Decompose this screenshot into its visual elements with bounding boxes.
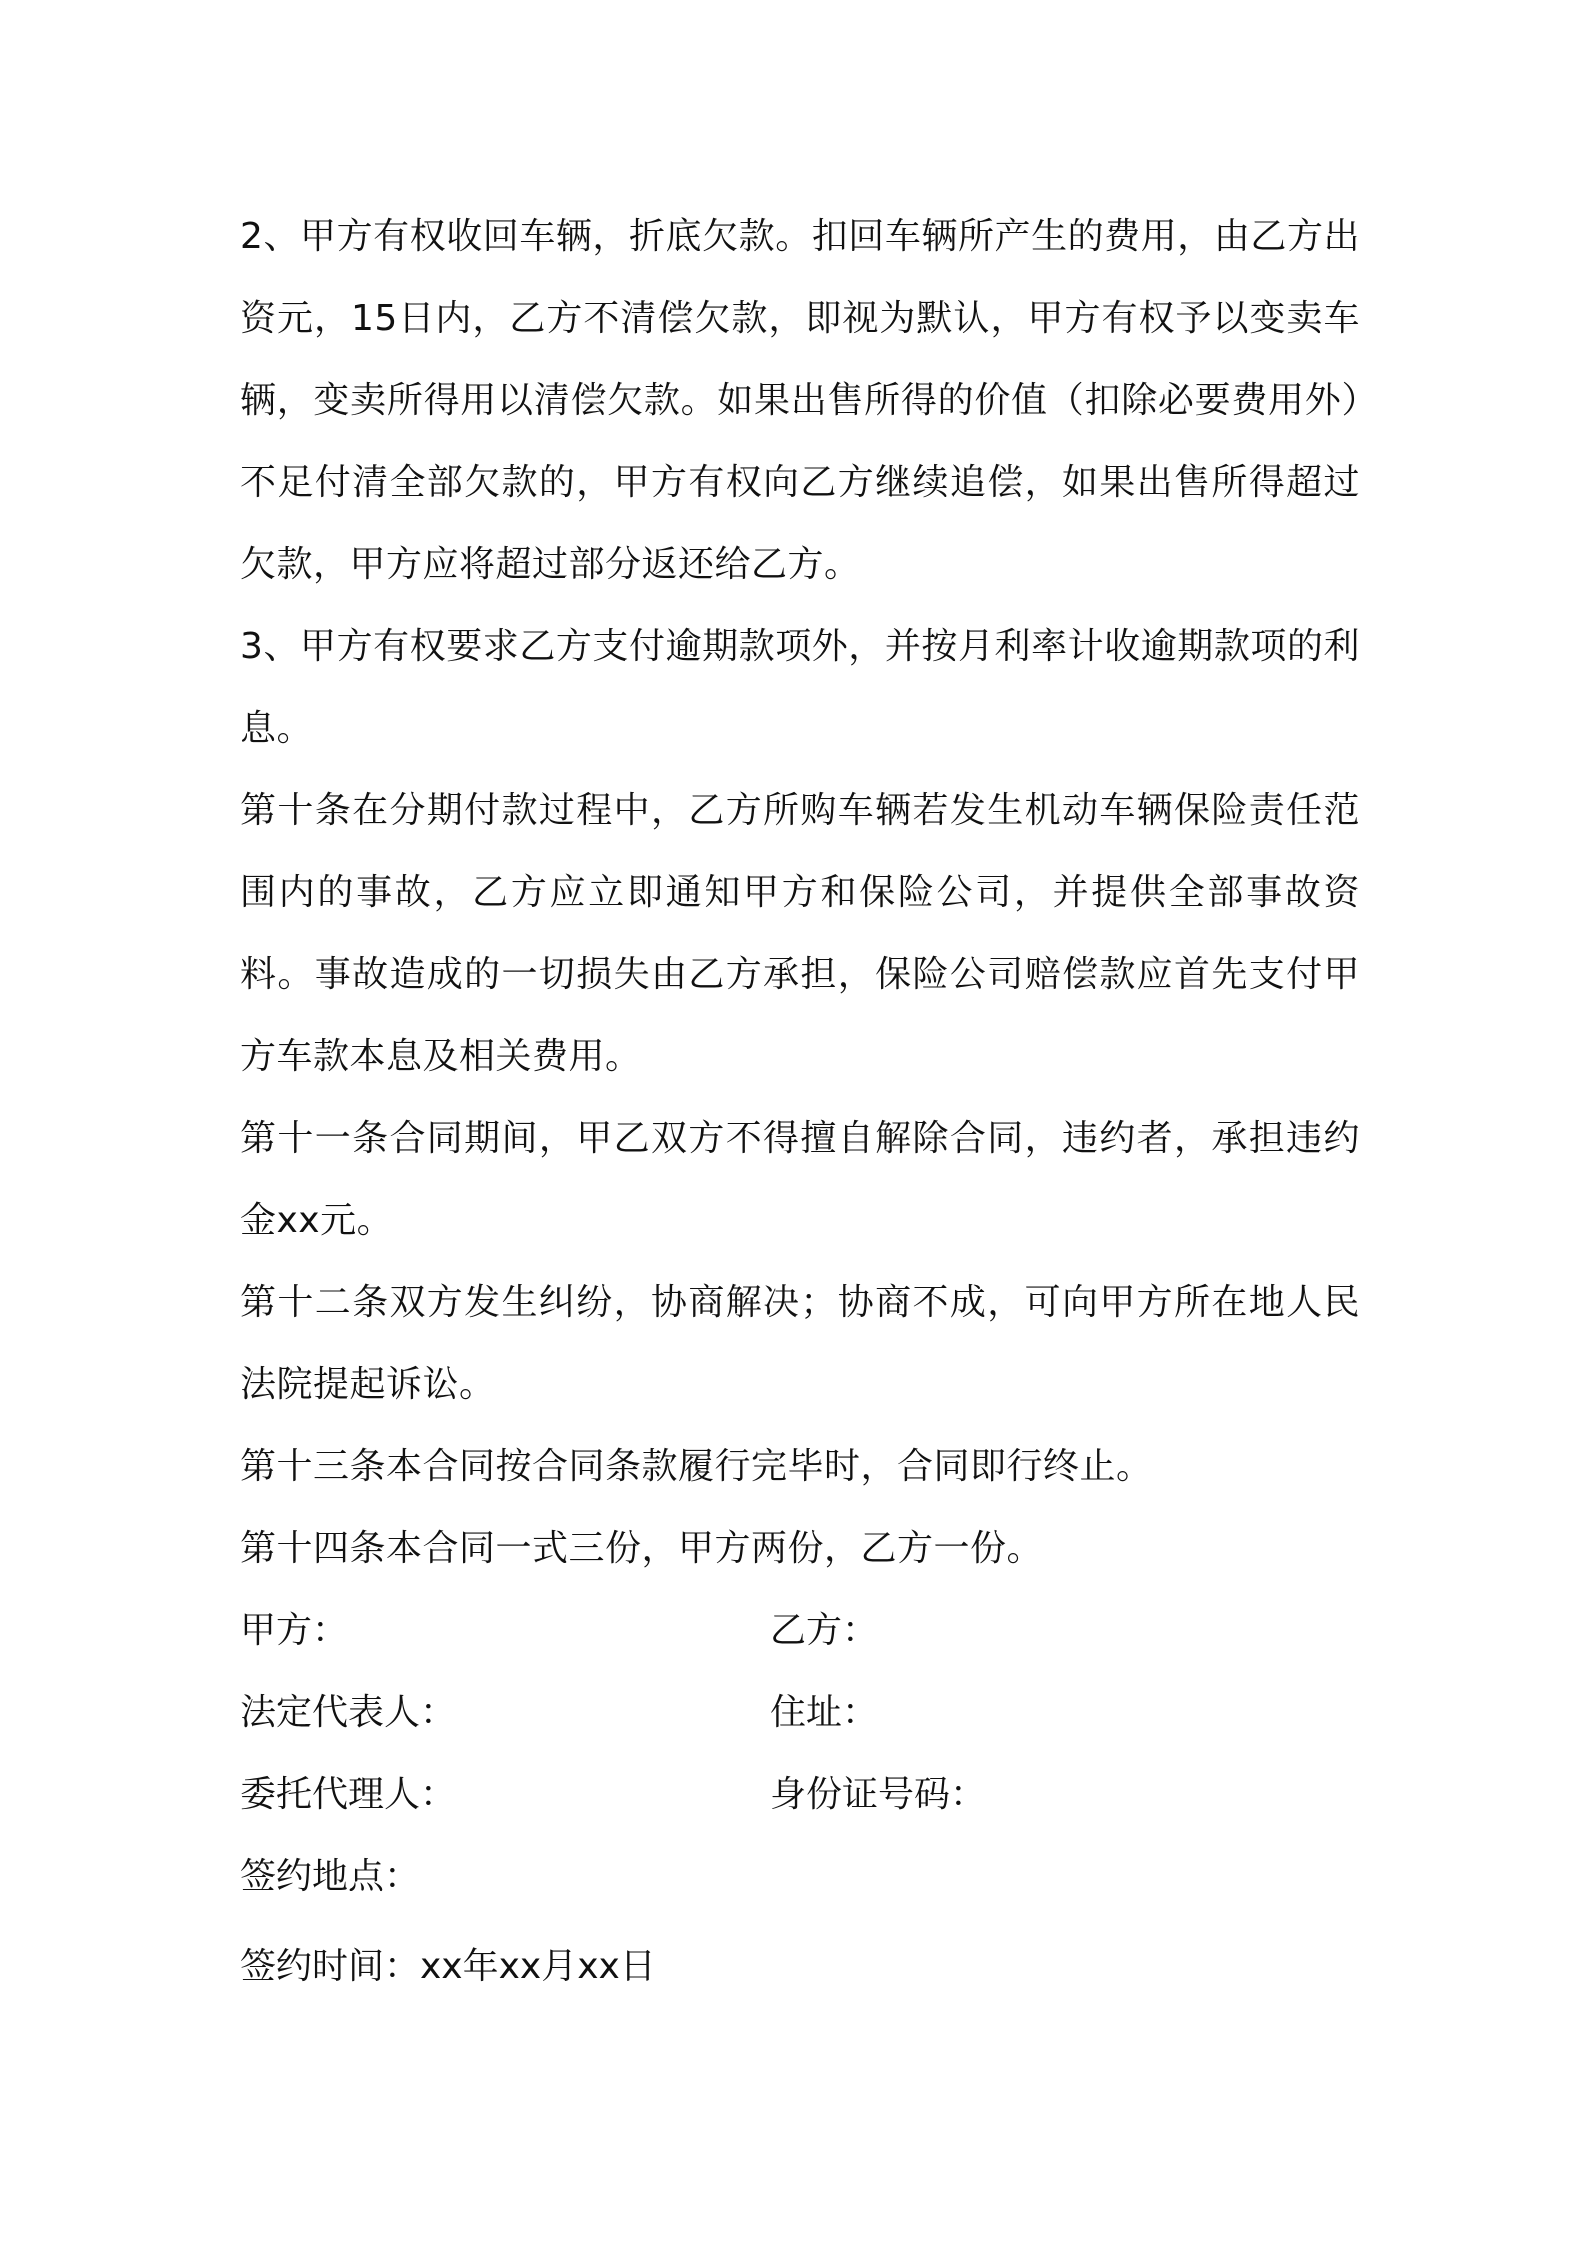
clause-11: 第十一条合同期间，甲乙双方不得擅自解除合同，违约者，承担违约金xx元。	[240, 1118, 1360, 1241]
sign-place-label: 签约地点：	[240, 1856, 421, 1897]
id-number-label: 身份证号码：	[770, 1774, 987, 1815]
signature-row-parties	[240, 1590, 1360, 1672]
agent-label: 委托代理人：	[240, 1774, 457, 1815]
clause-14: 第十四条本合同一式三份，甲方两份，乙方一份。	[240, 1528, 1044, 1569]
signature-row-agent	[240, 1754, 1360, 1836]
clause-10: 第十条在分期付款过程中，乙方所购车辆若发生机动车辆保险责任范围内的事故，乙方应立即通知甲方和保险公司，并提供全部事故资料。事故造成的一切损失由乙方承担，保险公司赔偿款应首先支付甲方车款本息及相关费用。	[240, 790, 1360, 1077]
sign-time-label: 签约时间：xx年xx月xx日	[240, 1946, 656, 1987]
party-b-label: 乙方：	[770, 1610, 879, 1651]
clause-9-item-2: 2、甲方有权收回车辆，折底欠款。扣回车辆所产生的费用，由乙方出资元，15日内，乙方不清偿欠款，即视为默认，甲方有权予以变卖车辆，变卖所得用以清偿欠款。如果出售所得的价值（扣除必要费用外）不足付清全部欠款的，甲方有权向乙方继续追偿，如果出售所得超过欠款，甲方应将超过部分返还给乙方。	[240, 216, 1360, 585]
legal-rep-label: 法定代表人：	[240, 1692, 457, 1733]
clause-13: 第十三条本合同按合同条款履行完毕时，合同即行终止。	[240, 1446, 1153, 1487]
signature-row-rep	[240, 1672, 1360, 1754]
clause-9-item-3: 3、甲方有权要求乙方支付逾期款项外，并按月利率计收逾期款项的利息。	[240, 626, 1360, 749]
clause-12: 第十二条双方发生纠纷，协商解决；协商不成，可向甲方所在地人民法院提起诉讼。	[240, 1282, 1360, 1405]
document-body	[240, 196, 1360, 2008]
address-label: 住址：	[770, 1692, 879, 1733]
party-a-label: 甲方：	[240, 1610, 349, 1651]
